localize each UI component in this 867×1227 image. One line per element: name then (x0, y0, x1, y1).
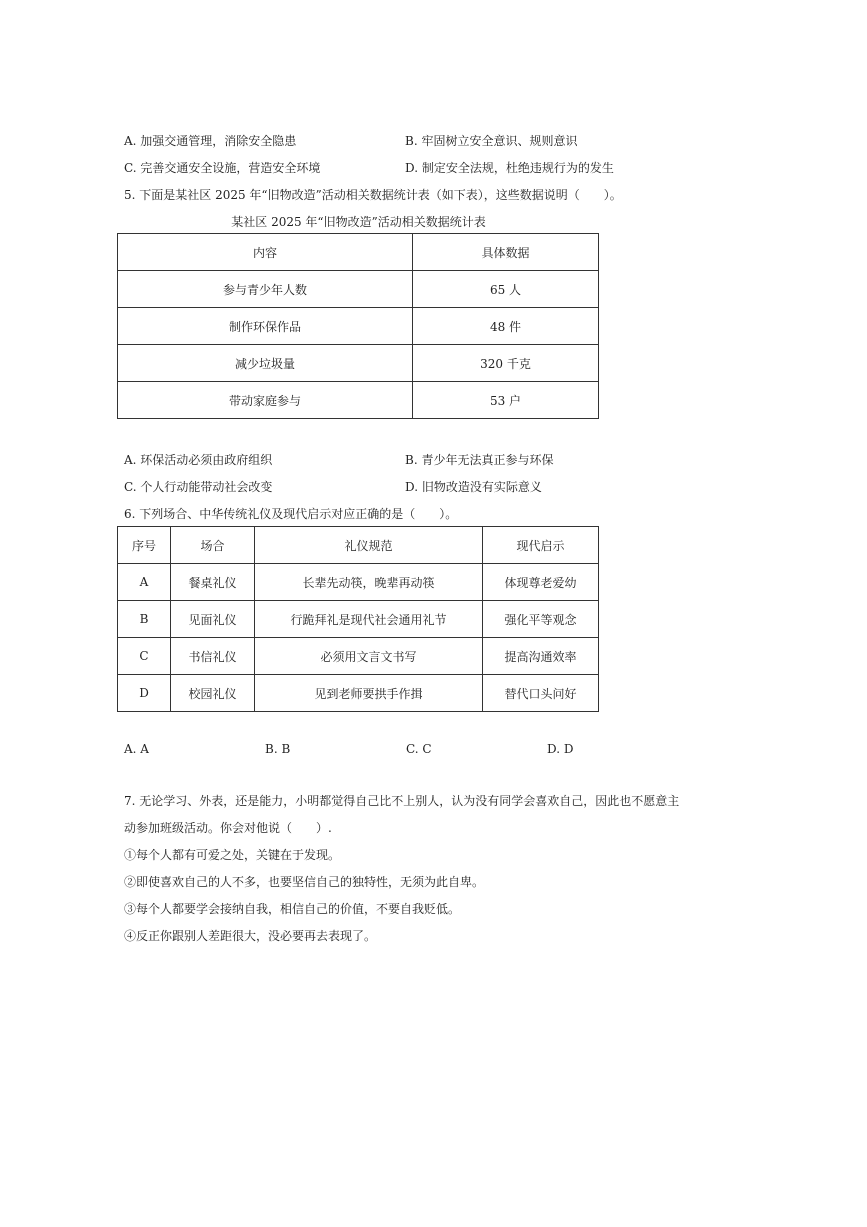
table-header-cell: 序号 (118, 527, 171, 564)
table-cell: 餐桌礼仪 (171, 564, 255, 601)
table-cell: 48 件 (413, 308, 599, 345)
table-header-cell: 内容 (118, 234, 413, 271)
q6-option-b: B. B (265, 742, 291, 756)
q5-option-c: C. 个人行动能带动社会改变 (124, 480, 273, 494)
q5-option-b: B. 青少年无法真正参与环保 (405, 453, 554, 467)
q4-option-b: B. 牢固树立安全意识、规则意识 (405, 134, 578, 148)
table-row (118, 271, 599, 308)
table-cell: 强化平等观念 (483, 601, 599, 638)
table-cell: 53 户 (413, 382, 599, 419)
table-row (118, 564, 599, 601)
q7-item-1: ①每个人都有可爱之处，关键在于发现。 (124, 848, 341, 862)
q4-option-d: D. 制定安全法规，杜绝违规行为的发生 (405, 161, 614, 175)
table-cell: B (118, 601, 171, 638)
table-row (118, 382, 599, 419)
q4-option-c: C. 完善交通安全设施，营造安全环境 (124, 161, 321, 175)
table-row (118, 308, 599, 345)
table-cell: 65 人 (413, 271, 599, 308)
table-header-cell: 现代启示 (483, 527, 599, 564)
q6-option-d: D. D (547, 742, 574, 756)
q5-data-table (117, 233, 599, 419)
q4-option-a: A. 加强交通管理，消除安全隐患 (124, 134, 297, 148)
table-row (118, 675, 599, 712)
q7-item-2: ②即使喜欢自己的人不多，也要坚信自己的独特性，无须为此自卑。 (124, 875, 485, 889)
q7-stem-line2: 动参加班级活动。你会对他说（ ）. (124, 821, 332, 835)
q5-table-title: 某社区 2025 年“旧物改造”活动相关数据统计表 (231, 215, 486, 229)
table-row (118, 601, 599, 638)
table-cell: 行跪拜礼是现代社会通用礼节 (255, 601, 483, 638)
table-header-cell: 礼仪规范 (255, 527, 483, 564)
table-header-row (118, 234, 599, 271)
table-cell: D (118, 675, 171, 712)
table-cell: 必须用文言文书写 (255, 638, 483, 675)
table-cell: 减少垃圾量 (118, 345, 413, 382)
table-cell: 制作环保作品 (118, 308, 413, 345)
q7-stem-line1: 7. 无论学习、外表，还是能力，小明都觉得自己比不上别人，认为没有同学会喜欢自己，因此也不愿意主 (124, 794, 680, 808)
q6-etiquette-table (117, 526, 599, 712)
table-cell: 见到老师要拱手作揖 (255, 675, 483, 712)
q5-option-a: A. 环保活动必须由政府组织 (124, 453, 273, 467)
q6-stem: 6. 下列场合、中华传统礼仪及现代启示对应正确的是（ ）。 (124, 507, 458, 521)
table-cell: 书信礼仪 (171, 638, 255, 675)
table-cell: 校园礼仪 (171, 675, 255, 712)
table-row (118, 345, 599, 382)
q7-item-4: ④反正你跟别人差距很大，没必要再去表现了。 (124, 929, 377, 943)
table-header-cell: 场合 (171, 527, 255, 564)
table-row (118, 638, 599, 675)
table-cell: 带动家庭参与 (118, 382, 413, 419)
table-cell: C (118, 638, 171, 675)
q6-option-a: A. A (124, 742, 149, 756)
table-cell: 长辈先动筷，晚辈再动筷 (255, 564, 483, 601)
table-cell: 体现尊老爱幼 (483, 564, 599, 601)
table-cell: 参与青少年人数 (118, 271, 413, 308)
table-cell: A (118, 564, 171, 601)
q6-option-c: C. C (406, 742, 432, 756)
table-cell: 替代口头问好 (483, 675, 599, 712)
q5-option-d: D. 旧物改造没有实际意义 (405, 480, 542, 494)
table-cell: 320 千克 (413, 345, 599, 382)
table-header-row (118, 527, 599, 564)
q7-item-3: ③每个人都要学会接纳自我，相信自己的价值，不要自我贬低。 (124, 902, 461, 916)
q5-stem: 5. 下面是某社区 2025 年“旧物改造”活动相关数据统计表（如下表），这些数据说明（ ）。 (124, 188, 622, 202)
table-cell: 见面礼仪 (171, 601, 255, 638)
table-header-cell: 具体数据 (413, 234, 599, 271)
table-cell: 提高沟通效率 (483, 638, 599, 675)
